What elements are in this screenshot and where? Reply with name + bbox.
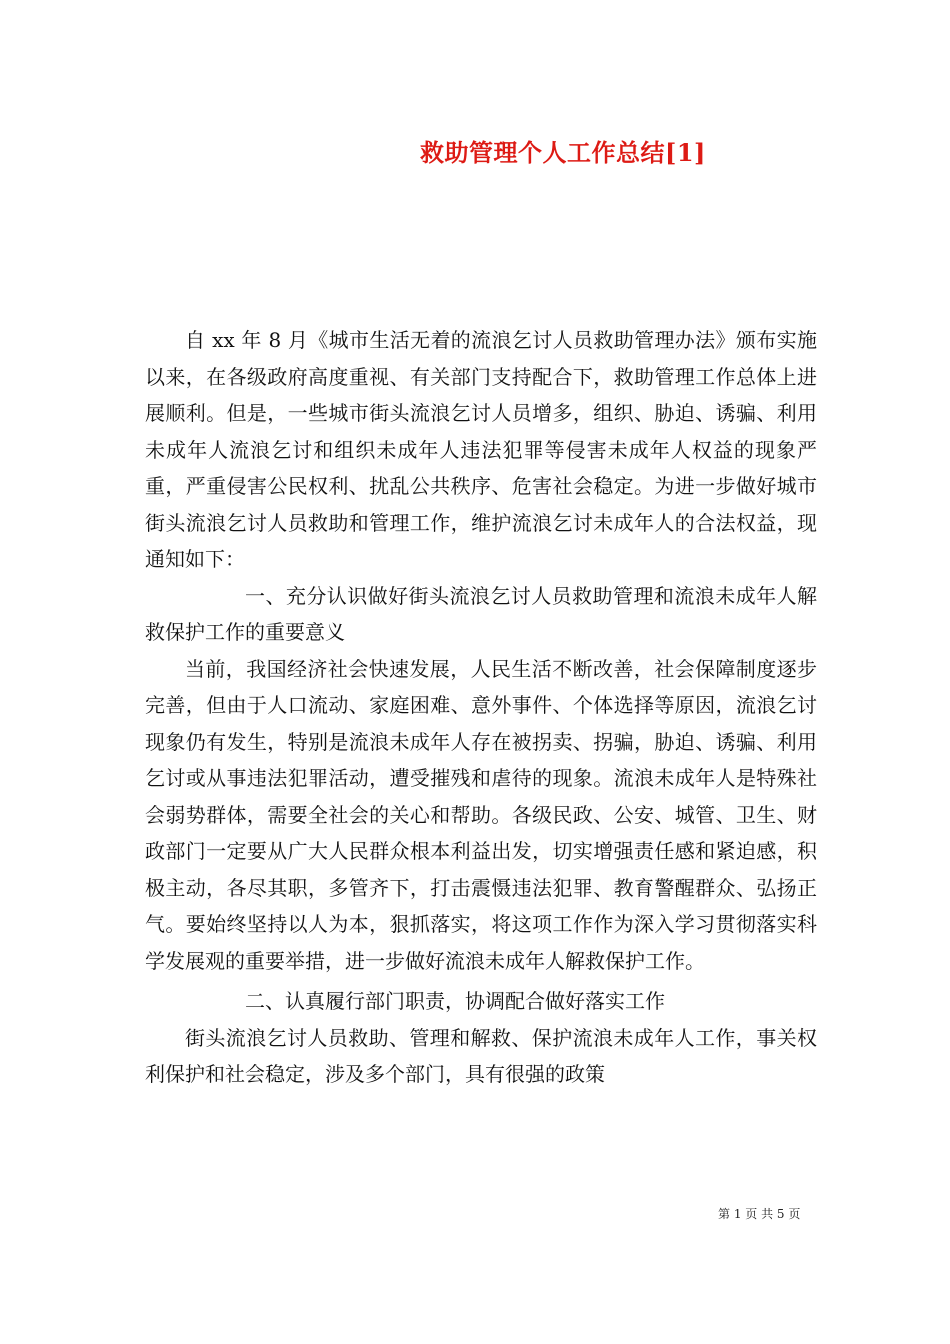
document-title: 救助管理个人工作总结[1] <box>420 138 706 167</box>
page-number-footer: 第 1 页 共 5 页 <box>718 1207 801 1221</box>
paragraph-section-2: 街头流浪乞讨人员救助、管理和解救、保护流浪未成年人工作，事关权利保护和社会稳定，涉及多个部门，具有很强的政策 <box>145 1025 817 1086</box>
section-heading-2: 二、认真履行部门职责，协调配合做好落实工作 <box>245 989 665 1013</box>
paragraph-intro: 自 xx 年 8 月《城市生活无着的流浪乞讨人员救助管理办法》颁布实施以来，在各级政府高度重视、有关部门支持配合下，救助管理工作总体上进展顺利。但是，一些城市街头流浪乞讨人员增多，组织、胁迫、诱骗、利用未成年人流浪乞讨和组织未成年人违法犯罪等侵害未成年人权益的现象严重，严重侵害公民权利、扰乱公共秩序、危害社会稳定。为进一步做好城市街头流浪乞讨人员救助和管理工作，维护流浪乞讨未成年人的合法权益，现通知如下： <box>145 328 817 571</box>
paragraph-section-1: 当前，我国经济社会快速发展，人民生活不断改善，社会保障制度逐步完善，但由于人口流动、家庭困难、意外事件、个体选择等原因，流浪乞讨现象仍有发生，特别是流浪未成年人存在被拐卖、拐骗，胁迫、诱骗、利用乞讨或从事违法犯罪活动，遭受摧残和虐待的现象。流浪未成年人是特殊社会弱势群体，需要全社会的关心和帮助。各级民政、公安、城管、卫生、财政部门一定要从广大人民群众根本利益出发，切实增强责任感和紧迫感，积极主动，各尽其职，多管齐下，打击震慑违法犯罪、教育警醒群众、弘扬正气。要始终坚持以人为本，狠抓落实，将这项工作作为深入学习贯彻落实科学发展观的重要举措，进一步做好流浪未成年人解救保护工作。 <box>145 656 817 973</box>
document-body <box>145 322 817 1093</box>
section-heading-1: 一、充分认识做好街头流浪乞讨人员救助管理和流浪未成年人解救保护工作的重要意义 <box>145 583 817 644</box>
